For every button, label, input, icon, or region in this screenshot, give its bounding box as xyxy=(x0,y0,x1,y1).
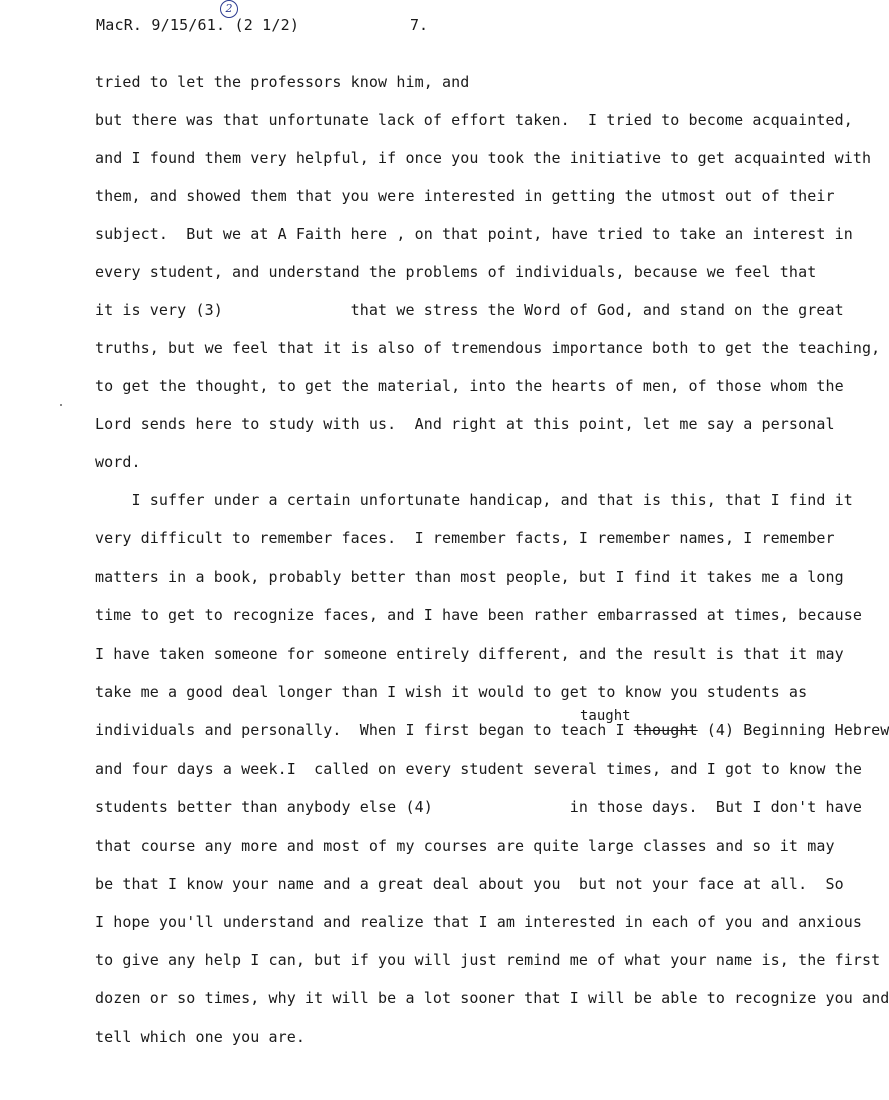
body-line: it is very (3) that we stress the Word of God, and stand on the great xyxy=(95,301,844,319)
body-line: very difficult to remember faces. I remember facts, I remember names, I remember xyxy=(95,529,835,547)
struck-word: thought xyxy=(633,721,698,739)
body-line: subject. But we at A Faith here , on that point, have tried to take an interest in xyxy=(95,225,853,243)
body-line: word. xyxy=(95,453,141,471)
body-line: but there was that unfortunate lack of effort taken. I tried to become acquainted, xyxy=(95,111,853,129)
body-line: take me a good deal longer than I wish it would to get to know you students as xyxy=(95,683,808,701)
body-line: to give any help I can, but if you will just remind me of what your name is, the first xyxy=(95,951,881,969)
body-line: and four days a week.I called on every student several times, and I got to know the xyxy=(95,760,862,778)
body-line: and I found them very helpful, if once you took the initiative to get acquainted with xyxy=(95,149,872,167)
handwritten-page-mark: 2 xyxy=(220,0,238,18)
header-reference: MacR. 9/15/61. (2 1/2) xyxy=(96,16,300,34)
body-line: dozen or so times, why it will be a lot sooner that I will be able to recognize you and xyxy=(95,989,889,1007)
body-line: I suffer under a certain unfortunate handicap, and that is this, that I find it xyxy=(95,491,853,509)
body-line: truths, but we feel that it is also of tremendous importance both to get the teaching, xyxy=(95,339,881,357)
body-line: I have taken someone for someone entirely different, and the result is that it may xyxy=(95,645,844,663)
line-text: (4) Beginning Hebrew xyxy=(697,721,889,739)
line-text: individuals and personally. When I first began to teach I xyxy=(95,721,634,739)
body-line: that course any more and most of my courses are quite large classes and so it may xyxy=(95,837,835,855)
body-line: students better than anybody else (4) in those days. But I don't have xyxy=(95,798,862,816)
page-number: 7. xyxy=(410,16,429,34)
body-line: Lord sends here to study with us. And right at this point, let me say a personal xyxy=(95,415,835,433)
body-line: to get the thought, to get the material, into the hearts of men, of those whom the xyxy=(95,377,844,395)
body-line: time to get to recognize faces, and I have been rather embarrassed at times, because xyxy=(95,606,862,624)
margin-mark xyxy=(60,404,62,406)
body-line: tell which one you are. xyxy=(95,1028,306,1046)
body-line: matters in a book, probably better than most people, but I find it takes me a long xyxy=(95,568,844,586)
interlinear-correction: taught xyxy=(580,708,631,724)
body-line: be that I know your name and a great deal about you but not your face at all. So xyxy=(95,875,844,893)
body-line xyxy=(95,721,889,739)
body-line: them, and showed them that you were interested in getting the utmost out of their xyxy=(95,187,835,205)
body-line: I hope you'll understand and realize that I am interested in each of you and anxious xyxy=(95,913,862,931)
body-line: every student, and understand the problems of individuals, because we feel that xyxy=(95,263,817,281)
body-line: tried to let the professors know him, and xyxy=(95,73,470,91)
